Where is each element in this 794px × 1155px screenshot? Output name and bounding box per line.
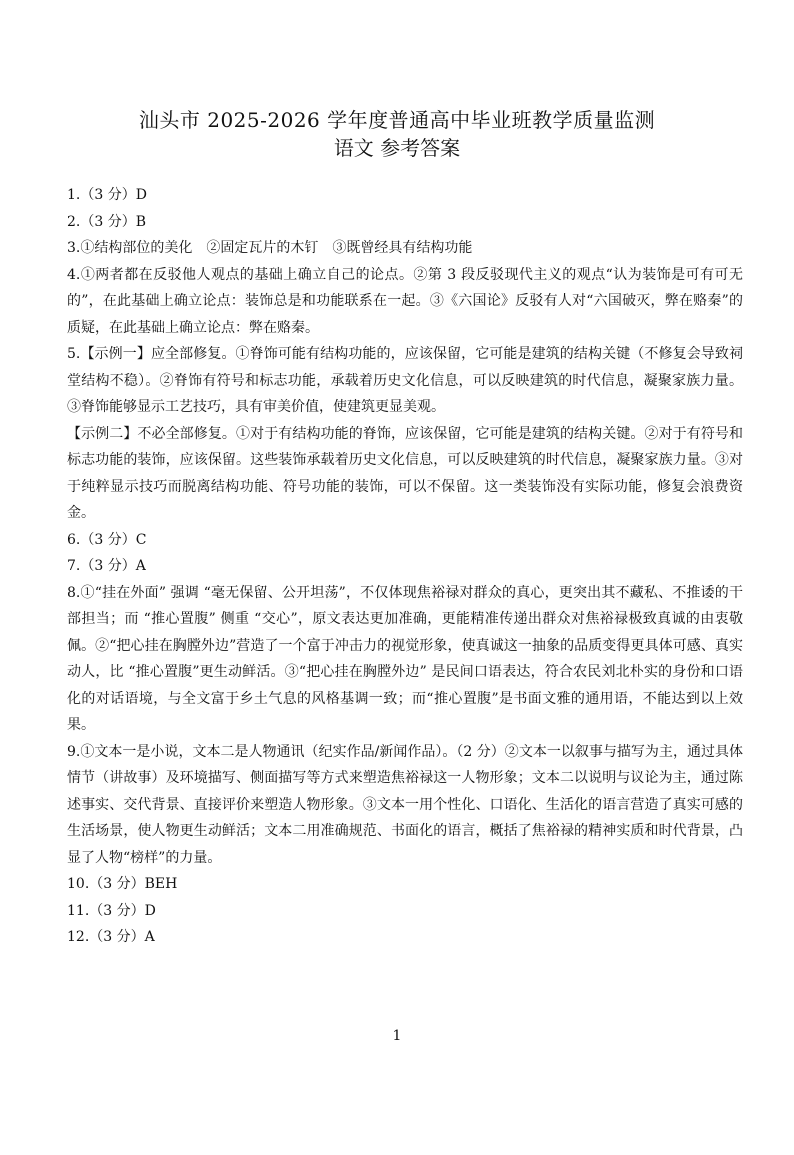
answer-item: 4.①两者都在反驳他人观点的基础上确立自己的论点。②第 3 段反驳现代主义的观点“认为装饰是可有可无的”，在此基础上确立论点：装饰总是和功能联系在一起。③《六国论》反驳有人对“六国破灭，弊在赂秦”的质疑，在此基础上确立论点：弊在赂秦。 <box>67 266 743 336</box>
document-title: 汕头市 2025-2026 学年度普通高中毕业班教学质量监测 <box>138 108 656 132</box>
answer-item: 5.【示例一】应全部修复。①脊饰可能有结构功能的，应该保留，它可能是建筑的结构关键（不修复会导致祠堂结构不稳）。②脊饰有符号和标志功能，承载着历史文化信息，可以反映建筑的时代信息，凝聚家族力量。③脊饰能够显示工艺技巧，具有审美价值，使建筑更显美观。 <box>67 346 743 415</box>
answer-item: 10.（3 分）BEH <box>67 876 178 892</box>
answer-item: 12.（3 分）A <box>67 929 155 945</box>
answer-item: 【示例二】不必全部修复。①对于有结构功能的脊饰，应该保留，它可能是建筑的结构关键。②对于有符号和标志功能的装饰，应该保留。这些装饰承载着历史文化信息，可以反映建筑的时代信息，凝聚家族力量。③对于纯粹显示技巧而脱离结构功能、符号功能的装饰，可以不保留。这一类装饰没有实际功能，修复会浪费资金。 <box>67 425 743 521</box>
answer-item: 2.（3 分）B <box>67 213 147 230</box>
answer-item: 11.（3 分）D <box>67 902 156 919</box>
document-subtitle: 语文 参考答案 <box>333 136 461 160</box>
answer-item: 9.①文本一是小说，文本二是人物通讯（纪实作品/新闻作品）。（2 分）②文本一以叙事与描写为主，通过具体情节（讲故事）及环境描写、侧面描写等方式来塑造焦裕禄这一人物形象；文本二以说明与议论为主，通过陈述事实、交代背景、直接评价来塑造人物形象。③文本一用个性化、口语化、生活化的语言营造了真实可感的生活场景，使人物更生动鲜活；文本二用准确规范、书面化的语言，概括了焦裕禄的精神实质和时代背景，凸显了人物“榜样”的力量。 <box>67 743 743 866</box>
answer-item: 6.（3 分）C <box>67 531 147 548</box>
answer-list <box>67 182 743 951</box>
page-number: 1 <box>392 1028 402 1044</box>
answer-item: 1.（3 分）D <box>67 187 147 203</box>
answer-item: 7.（3 分）A <box>67 558 146 574</box>
answer-item: 3.①结构部位的美化 ②固定瓦片的木钉 ③既曾经具有结构功能 <box>67 240 473 256</box>
answer-item: 8.①“挂在外面” 强调 “毫无保留、公开坦荡”，不仅体现焦裕禄对群众的真心，更突出其不藏私、不推诿的干部担当；而 “推心置腹” 侧重 “交心”，原文表达更加准确，更能精准传递出群众对焦裕禄极致真诚的由衷敬佩。②“把心挂在胸膛外边”营造了一个富于冲击力的视觉形象，使真诚这一抽象的品质变得更具体可感、真实动人，比 “推心置腹”更生动鲜活。③“把心挂在胸膛外边” 是民间口语表达，符合农民刘北朴实的身份和口语化的对话语境，与全文富于乡土气息的风格基调一致；而“推心置腹”是书面文雅的通用语，不能达到以上效果。 <box>67 584 743 733</box>
